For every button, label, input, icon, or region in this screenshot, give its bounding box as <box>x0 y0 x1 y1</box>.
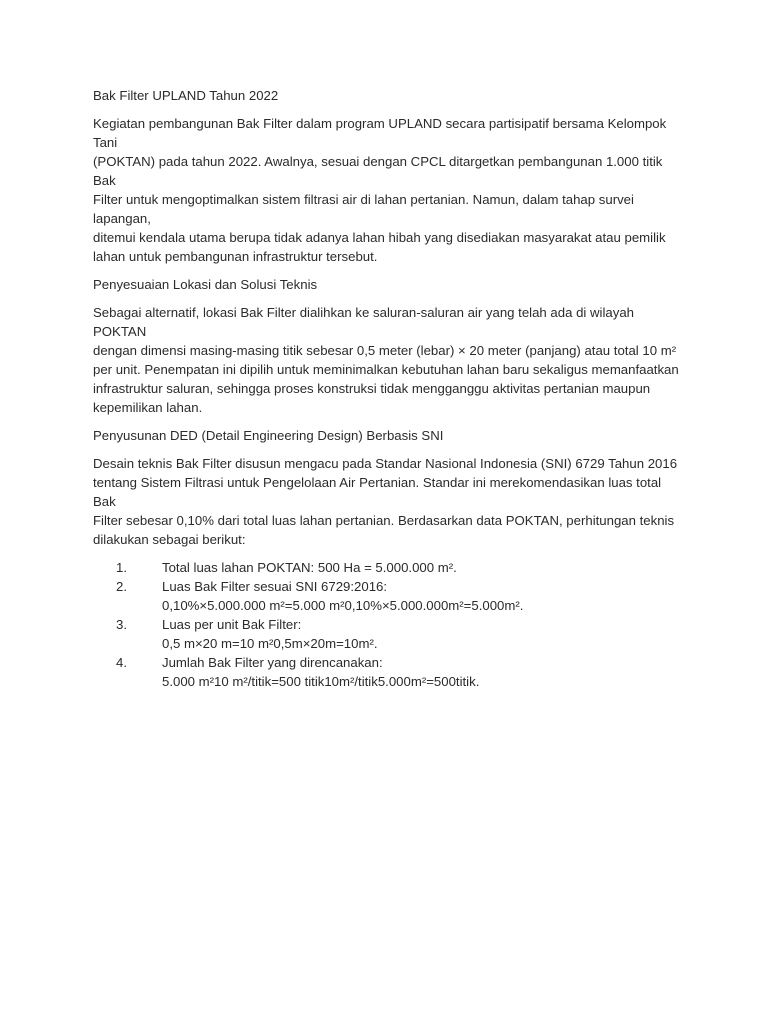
list-item <box>93 558 683 577</box>
document-title: Bak Filter UPLAND Tahun 2022 <box>93 88 279 103</box>
paragraph-line: Sebagai alternatif, lokasi Bak Filter dialihkan ke saluran-saluran air yang telah ada di wilayah POKTAN <box>93 305 634 339</box>
intro-line: Kegiatan pembangunan Bak Filter dalam program UPLAND secara partisipatif bersama Kelompok Tani <box>93 116 667 150</box>
paragraph-line: per unit. Penempatan ini dipilih untuk meminimalkan kebutuhan lahan baru sekaligus memanfaatkan <box>93 362 679 377</box>
list-text: Total luas lahan POKTAN: 500 Ha = 5.000.000 m². <box>162 560 457 575</box>
intro-paragraph <box>93 114 683 266</box>
list-formula: 0,10%×5.000.000 m²=5.000 m²0,10%×5.000.000m²=5.000m². <box>162 598 524 613</box>
list-text: Luas per unit Bak Filter: <box>162 617 302 632</box>
paragraph-line: infrastruktur saluran, sehingga proses konstruksi tidak mengganggu aktivitas pertanian maupun <box>93 381 651 396</box>
paragraph-line: Filter sebesar 0,10% dari total luas lahan pertanian. Berdasarkan data POKTAN, perhitungan teknis <box>93 513 675 528</box>
intro-line: Filter untuk mengoptimalkan sistem filtrasi air di lahan pertanian. Namun, dalam tahap survei lapangan, <box>93 192 634 226</box>
list-number: 4. <box>116 655 127 670</box>
section-heading-lokasi: Penyesuaian Lokasi dan Solusi Teknis <box>93 277 318 292</box>
intro-line: (POKTAN) pada tahun 2022. Awalnya, sesuai dengan CPCL ditargetkan pembangunan 1.000 titik Bak <box>93 154 663 188</box>
list-number: 2. <box>116 579 127 594</box>
section-lokasi-paragraph <box>93 303 683 417</box>
list-item <box>93 615 683 653</box>
paragraph-line: dilakukan sebagai berikut: <box>93 532 246 547</box>
list-formula: 5.000 m²10 m²/titik=500 titik10m²/titik5.000m²=500titik. <box>162 674 480 689</box>
intro-line: lahan untuk pembangunan infrastruktur tersebut. <box>93 249 378 264</box>
calculation-list <box>93 558 683 691</box>
section-ded-paragraph <box>93 454 683 549</box>
paragraph-line: kepemilikan lahan. <box>93 400 203 415</box>
list-text: Luas Bak Filter sesuai SNI 6729:2016: <box>162 579 388 594</box>
list-number: 1. <box>116 560 127 575</box>
list-item <box>93 577 683 615</box>
paragraph-line: tentang Sistem Filtrasi untuk Pengelolaan Air Pertanian. Standar ini merekomendasikan luas total Bak <box>93 475 662 509</box>
intro-line: ditemui kendala utama berupa tidak adanya lahan hibah yang disediakan masyarakat atau pemilik <box>93 230 666 245</box>
paragraph-line: dengan dimensi masing-masing titik sebesar 0,5 meter (lebar) × 20 meter (panjang) atau total 10 m² <box>93 343 677 358</box>
section-heading-ded: Penyusunan DED (Detail Engineering Design) Berbasis SNI <box>93 428 444 443</box>
list-text: Jumlah Bak Filter yang direncanakan: <box>162 655 383 670</box>
list-item <box>93 653 683 691</box>
paragraph-line: Desain teknis Bak Filter disusun mengacu pada Standar Nasional Indonesia (SNI) 6729 Tahun 2016 <box>93 456 678 471</box>
list-formula: 0,5 m×20 m=10 m²0,5m×20m=10m². <box>162 636 378 651</box>
list-number: 3. <box>116 617 127 632</box>
document-body <box>93 86 683 691</box>
